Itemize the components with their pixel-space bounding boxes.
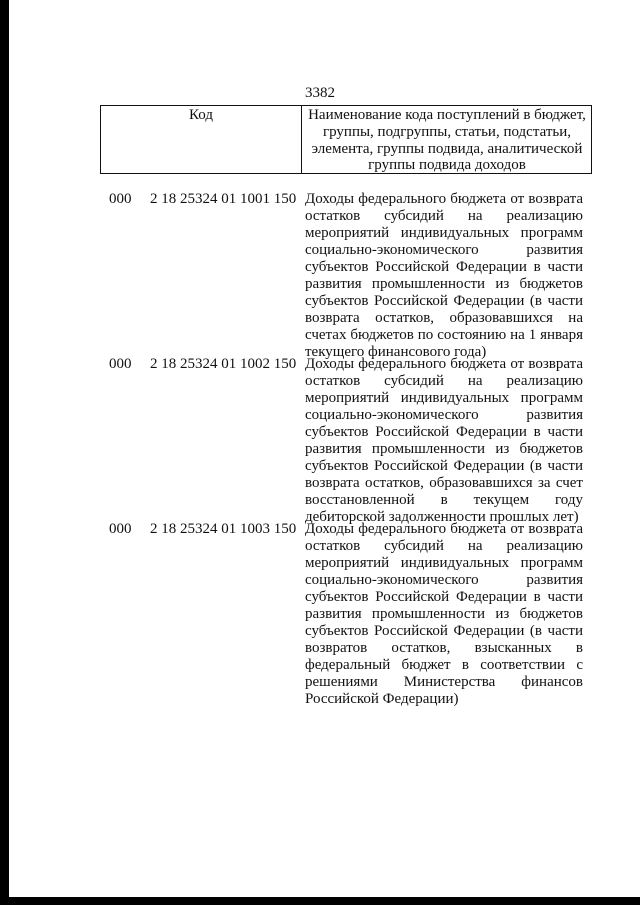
header-name-label: Наименование кода поступлений в бюджет, группы, подгруппы, статьи, подстатьи, элемента, группы подвида, аналитической группы подвида доходов bbox=[308, 107, 586, 174]
header-column-divider bbox=[301, 106, 302, 173]
header-code-label: Код bbox=[189, 107, 213, 123]
row-admin-code: 000 bbox=[109, 191, 132, 207]
row-admin-code: 000 bbox=[109, 356, 132, 372]
row-admin-code: 000 bbox=[109, 521, 132, 537]
row-income-code: 2 18 25324 01 1003 150 bbox=[150, 521, 297, 537]
scan-edge-bottom bbox=[0, 897, 640, 905]
row-income-code: 2 18 25324 01 1002 150 bbox=[150, 356, 297, 372]
row-income-code: 2 18 25324 01 1001 150 bbox=[150, 191, 297, 207]
row-income-name: Доходы федерального бюджета от возврата остатков субсидий на реализацию мероприятий индивидуальных программ социально-экономического развития субъектов Российской Федерации в части развития промышленности из бюджетов субъектов Российской Федерации (в части возвратов остатков, взысканных в федеральный бюджет в соответствии с решениями Министерства финансов Российской Федерации) bbox=[305, 521, 583, 708]
table-header bbox=[100, 105, 592, 174]
page-number: 3382 bbox=[305, 85, 335, 101]
scan-edge-left bbox=[0, 0, 9, 905]
row-income-name: Доходы федерального бюджета от возврата остатков субсидий на реализацию мероприятий индивидуальных программ социально-экономического развития субъектов Российской Федерации в части развития промышленности из бюджетов субъектов Российской Федерации (в части возврата остатков, образовавшихся на счетах бюджетов по состоянию на 1 января текущего финансового года) bbox=[305, 191, 583, 361]
row-income-name: Доходы федерального бюджета от возврата остатков субсидий на реализацию мероприятий индивидуальных программ социально-экономического развития субъектов Российской Федерации в части развития промышленности из бюджетов субъектов Российской Федерации (в части возврата остатков, образовавшихся за счет восстановленной в текущем году дебиторской задолженности прошлых лет) bbox=[305, 356, 583, 526]
